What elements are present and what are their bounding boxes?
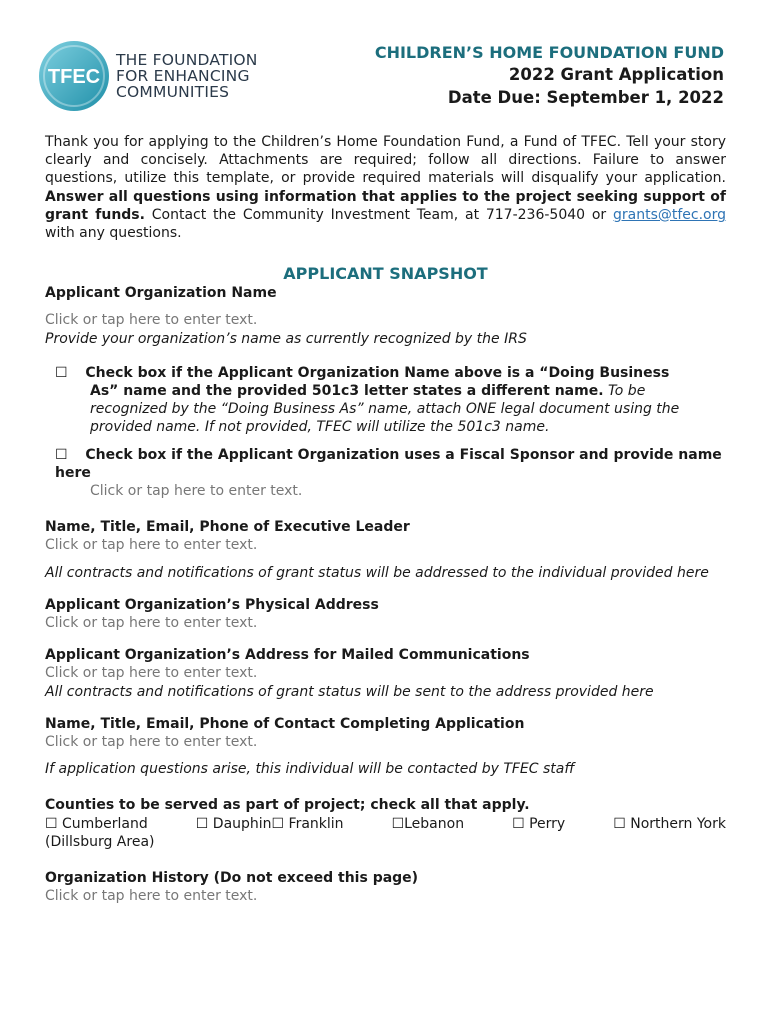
due-date: Date Due: September 1, 2022 xyxy=(447,88,724,107)
fiscal-sponsor-field[interactable]: Click or tap here to enter text. xyxy=(90,483,303,500)
contact-label: Name, Title, Email, Phone of Contact Completing Application xyxy=(45,715,525,732)
fiscal-label: Check box if the Applicant Organization uses a Fiscal Sponsor and provide name here xyxy=(55,446,722,481)
dba-note: To be recognized by the “Doing Business As” name, attach ONE legal document using the provided name. If not provided, TFEC will utilize the 501c3 name. xyxy=(90,383,680,436)
mailing-address-label: Applicant Organization’s Address for Mailed Communications xyxy=(45,647,530,664)
counties-continued: (Dillsburg Area) xyxy=(45,833,155,850)
logo-line-3: COMMUNITIES xyxy=(116,83,230,101)
mailing-address-field[interactable]: Click or tap here to enter text. xyxy=(45,665,258,682)
org-name-field[interactable]: Click or tap here to enter text. xyxy=(45,312,258,329)
dba-label: Check box if the Applicant Organization Name above is a “Doing Business As” name and the provided 501c3 letter states a different name. xyxy=(85,364,670,400)
fiscal-item xyxy=(45,446,726,482)
fund-name: CHILDREN’S HOME FOUNDATION FUND xyxy=(374,43,724,62)
application-title: 2022 Grant Application xyxy=(508,65,724,84)
tfec-logo-mark xyxy=(38,40,110,112)
org-name-label: Applicant Organization Name xyxy=(45,285,277,302)
dba-checkbox[interactable]: ☐ xyxy=(55,364,68,381)
contact-field[interactable]: Click or tap here to enter text. xyxy=(45,734,258,751)
intro-text-3: with any questions. xyxy=(45,225,182,242)
fiscal-checkbox[interactable]: ☐ xyxy=(55,446,68,463)
county-cumberland-checkbox[interactable]: ☐ Cumberland xyxy=(45,815,148,832)
logo-mark-text: TFEC xyxy=(47,66,101,88)
document-body xyxy=(45,133,726,906)
counties-options xyxy=(45,815,726,833)
intro-text-2: Contact the Community Investment Team, at 717-236-5040 or xyxy=(144,206,613,223)
contact-note: If application questions arise, this individual will be contacted by TFEC staff xyxy=(45,761,575,778)
logo-line-2: FOR ENHANCING xyxy=(116,67,250,85)
county-lebanon-checkbox[interactable]: ☐Lebanon xyxy=(391,815,465,832)
tfec-logo xyxy=(38,40,278,112)
county-perry-checkbox[interactable]: ☐ Perry xyxy=(512,815,566,832)
intro-bold: Answer all questions using information that applies to the project seeking support of grant funds. xyxy=(45,188,726,223)
dba-item xyxy=(45,364,726,437)
section-title: APPLICANT SNAPSHOT xyxy=(283,264,488,284)
logo-line-1: THE FOUNDATION xyxy=(116,51,258,69)
mailing-address-note: All contracts and notifications of grant status will be sent to the address provided here xyxy=(45,683,654,700)
email-link[interactable]: grants@tfec.org xyxy=(612,206,727,223)
county-dauphin-franklin-checkbox[interactable]: ☐ Dauphin☐ Franklin xyxy=(195,815,344,832)
physical-address-field[interactable]: Click or tap here to enter text. xyxy=(45,615,258,632)
exec-leader-field[interactable]: Click or tap here to enter text. xyxy=(45,537,258,554)
counties-label: Counties to be served as part of project; check all that apply. xyxy=(45,797,530,814)
exec-leader-label: Name, Title, Email, Phone of Executive Leader xyxy=(45,519,410,536)
intro-text-1: Thank you for applying to the Children’s Home Foundation Fund, a Fund of TFEC. Tell your story clearly and concisely. Attachments are required; follow all directions. Failure to answer questions, utilize this template, or provide required materials will disqualify your application. xyxy=(45,134,726,187)
intro-paragraph xyxy=(45,133,726,242)
logo-wordmark xyxy=(116,52,258,100)
exec-leader-note: All contracts and notifications of grant status will be addressed to the individual provided here xyxy=(45,564,709,581)
org-name-note: Provide your organization’s name as currently recognized by the IRS xyxy=(45,330,527,347)
document-header xyxy=(375,42,724,109)
history-field[interactable]: Click or tap here to enter text. xyxy=(45,888,258,905)
history-label: Organization History (Do not exceed this page) xyxy=(45,870,419,887)
physical-address-label: Applicant Organization’s Physical Address xyxy=(45,596,379,613)
county-northern-york-checkbox[interactable]: ☐ Northern York xyxy=(613,815,726,832)
